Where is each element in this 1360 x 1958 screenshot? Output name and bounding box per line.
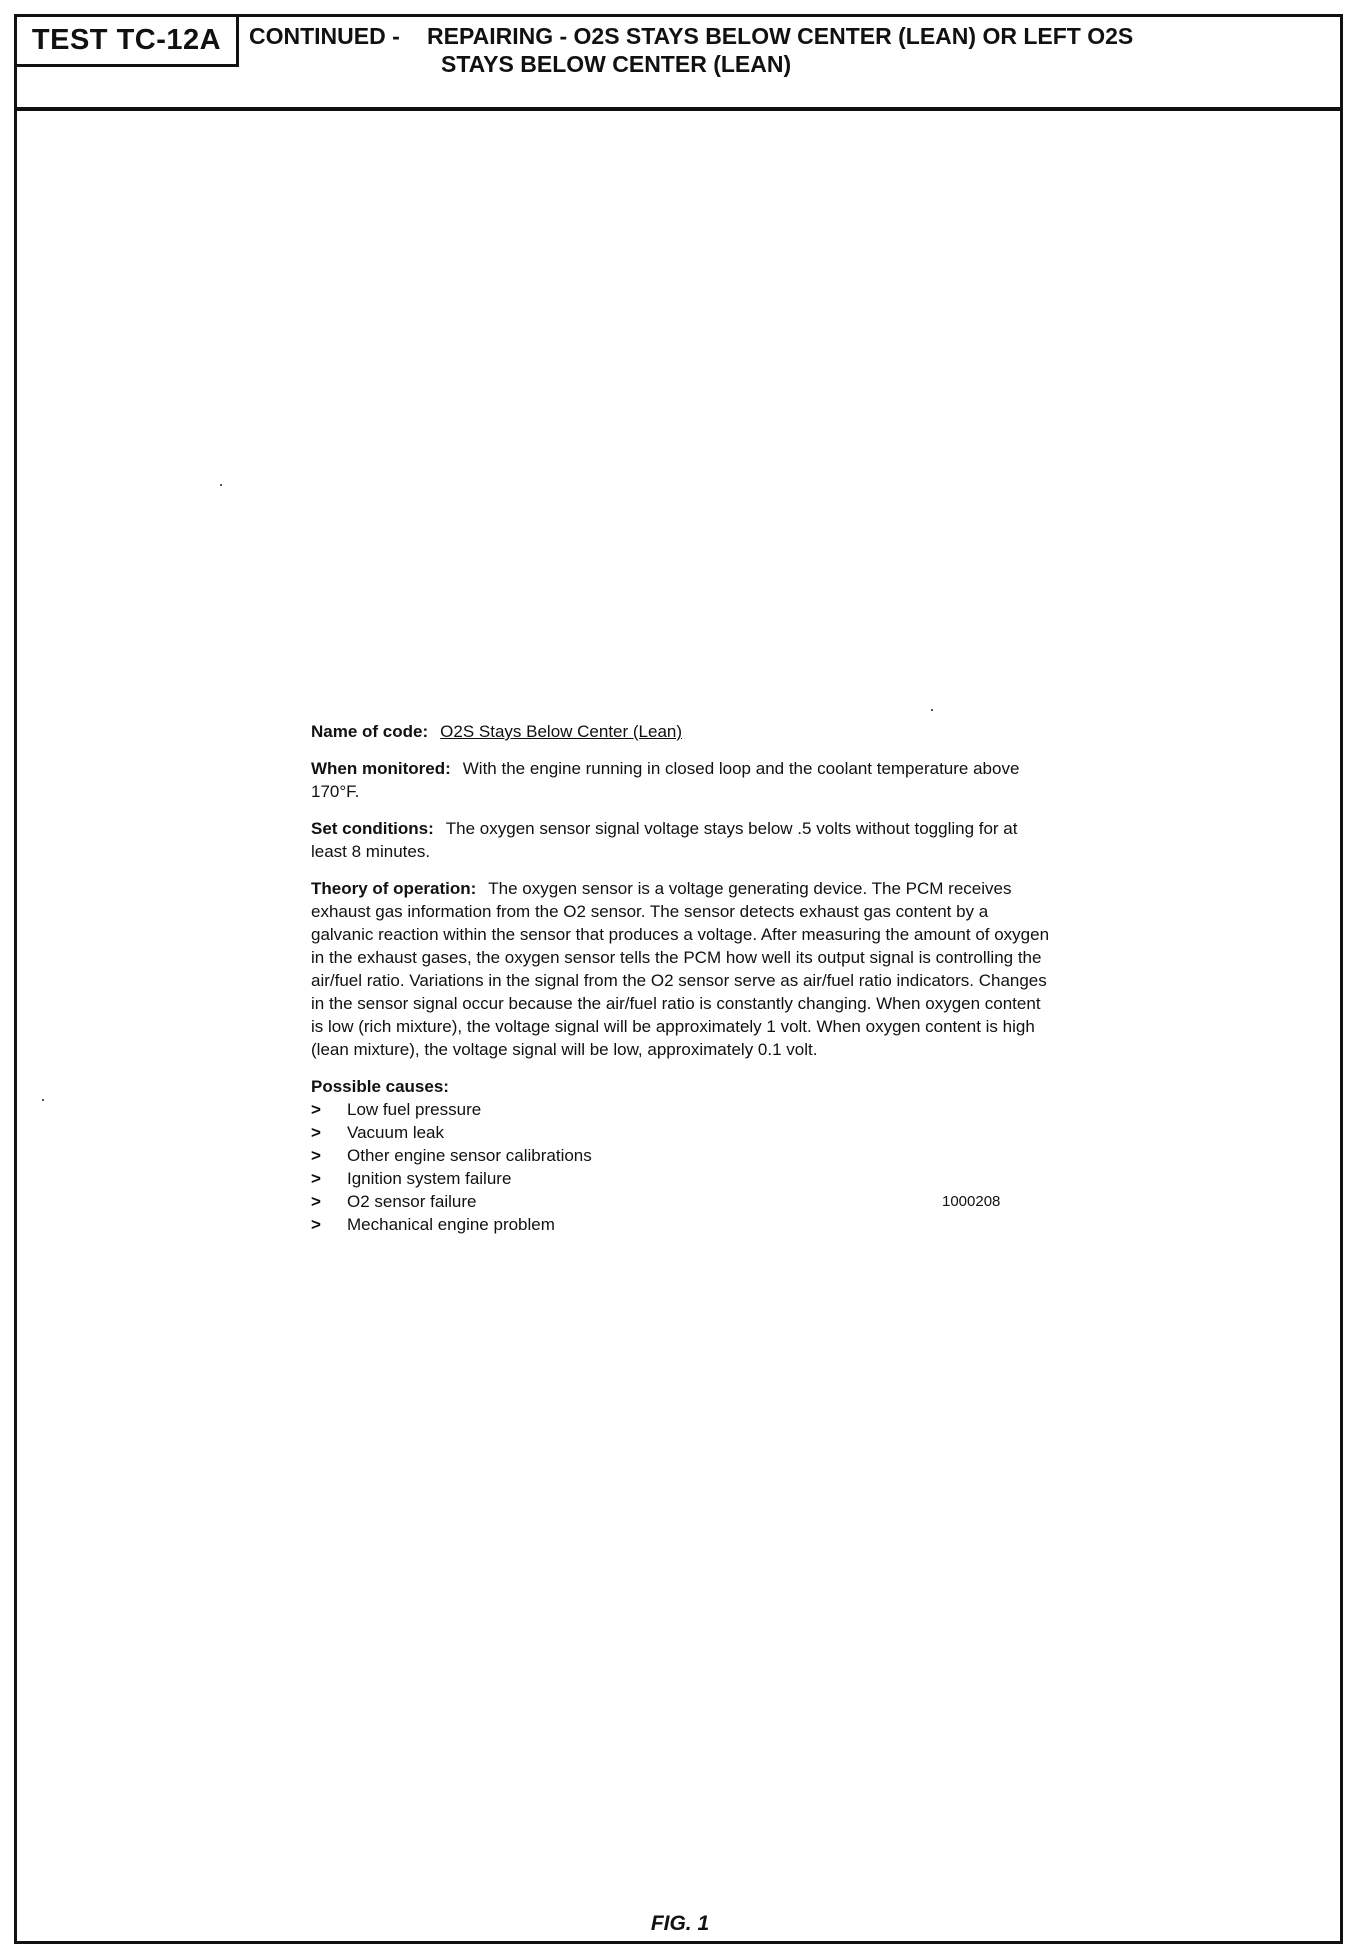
title-line-1-text: REPAIRING - O2S STAYS BELOW CENTER (LEAN) OR LEFT O2S: [427, 23, 1134, 49]
set-conditions-value: The oxygen sensor signal voltage stays below .5 volts without toggling for at least 8 minutes.: [311, 819, 1018, 861]
scan-speck: [931, 709, 933, 711]
name-of-code-value: O2S Stays Below Center (Lean): [440, 722, 683, 741]
cause-text: Ignition system failure: [347, 1169, 512, 1188]
cause-text: Vacuum leak: [347, 1123, 445, 1142]
list-item: [311, 1190, 1051, 1213]
list-item: [311, 1121, 1051, 1144]
possible-causes-heading: Possible causes:: [311, 1077, 449, 1096]
set-conditions-label: Set conditions:: [311, 819, 434, 838]
test-id-badge: TEST TC-12A: [17, 17, 239, 67]
set-conditions: [311, 817, 1051, 863]
bullet-arrow-icon: >: [311, 1169, 321, 1188]
bullet-arrow-icon: >: [311, 1146, 321, 1165]
theory-of-operation: [311, 877, 1051, 1061]
page-title: [249, 22, 1309, 78]
bullet-arrow-icon: >: [311, 1123, 321, 1142]
name-of-code-label: Name of code:: [311, 722, 429, 741]
when-monitored: [311, 757, 1051, 803]
bullet-arrow-icon: >: [311, 1192, 321, 1211]
cause-text: Other engine sensor calibrations: [347, 1146, 592, 1165]
possible-causes-list: [311, 1098, 1051, 1236]
title-line-1: [249, 22, 1309, 50]
list-item: [311, 1098, 1051, 1121]
theory-of-operation-label: Theory of operation:: [311, 879, 477, 898]
list-item: [311, 1167, 1051, 1190]
title-prefix: CONTINUED -: [249, 23, 400, 49]
header-divider: [17, 107, 1340, 111]
list-item: [311, 1144, 1051, 1167]
figure-label: FIG. 1: [650, 1912, 710, 1935]
bullet-arrow-icon: >: [311, 1215, 321, 1234]
cause-text: Mechanical engine problem: [347, 1215, 555, 1234]
name-of-code: [311, 720, 1051, 743]
list-item: [311, 1213, 1051, 1236]
figure-code: 1000208: [942, 1193, 1001, 1210]
when-monitored-value: With the engine running in closed loop and the coolant temperature above 170°F.: [311, 759, 1020, 801]
scan-speck: [42, 1099, 44, 1101]
theory-of-operation-value: The oxygen sensor is a voltage generating device. The PCM receives exhaust gas information from the O2 sensor. The sensor detects exhaust gas content by a galvanic reaction within the sensor that produces a voltage. After measuring the amount of oxygen in the exhaust gases, the oxygen sensor tells the PCM how well its output signal is controlling the air/fuel ratio. Variations in the signal from the O2 sensor serve as air/fuel ratio indicators. Changes in the sensor signal occur because the air/fuel ratio is constantly changing. When oxygen content is low (rich mixture), the voltage signal will be approximately 1 volt. When oxygen content is high (lean mixture), the voltage signal will be low, approximately 0.1 volt.: [311, 879, 1050, 1059]
bullet-arrow-icon: >: [311, 1100, 321, 1119]
scan-speck: [220, 484, 222, 486]
code-description: [311, 720, 1051, 1236]
cause-text: Low fuel pressure: [347, 1100, 482, 1119]
title-line-2: STAYS BELOW CENTER (LEAN): [441, 51, 792, 77]
when-monitored-label: When monitored:: [311, 759, 451, 778]
cause-text: O2 sensor failure: [347, 1192, 477, 1211]
